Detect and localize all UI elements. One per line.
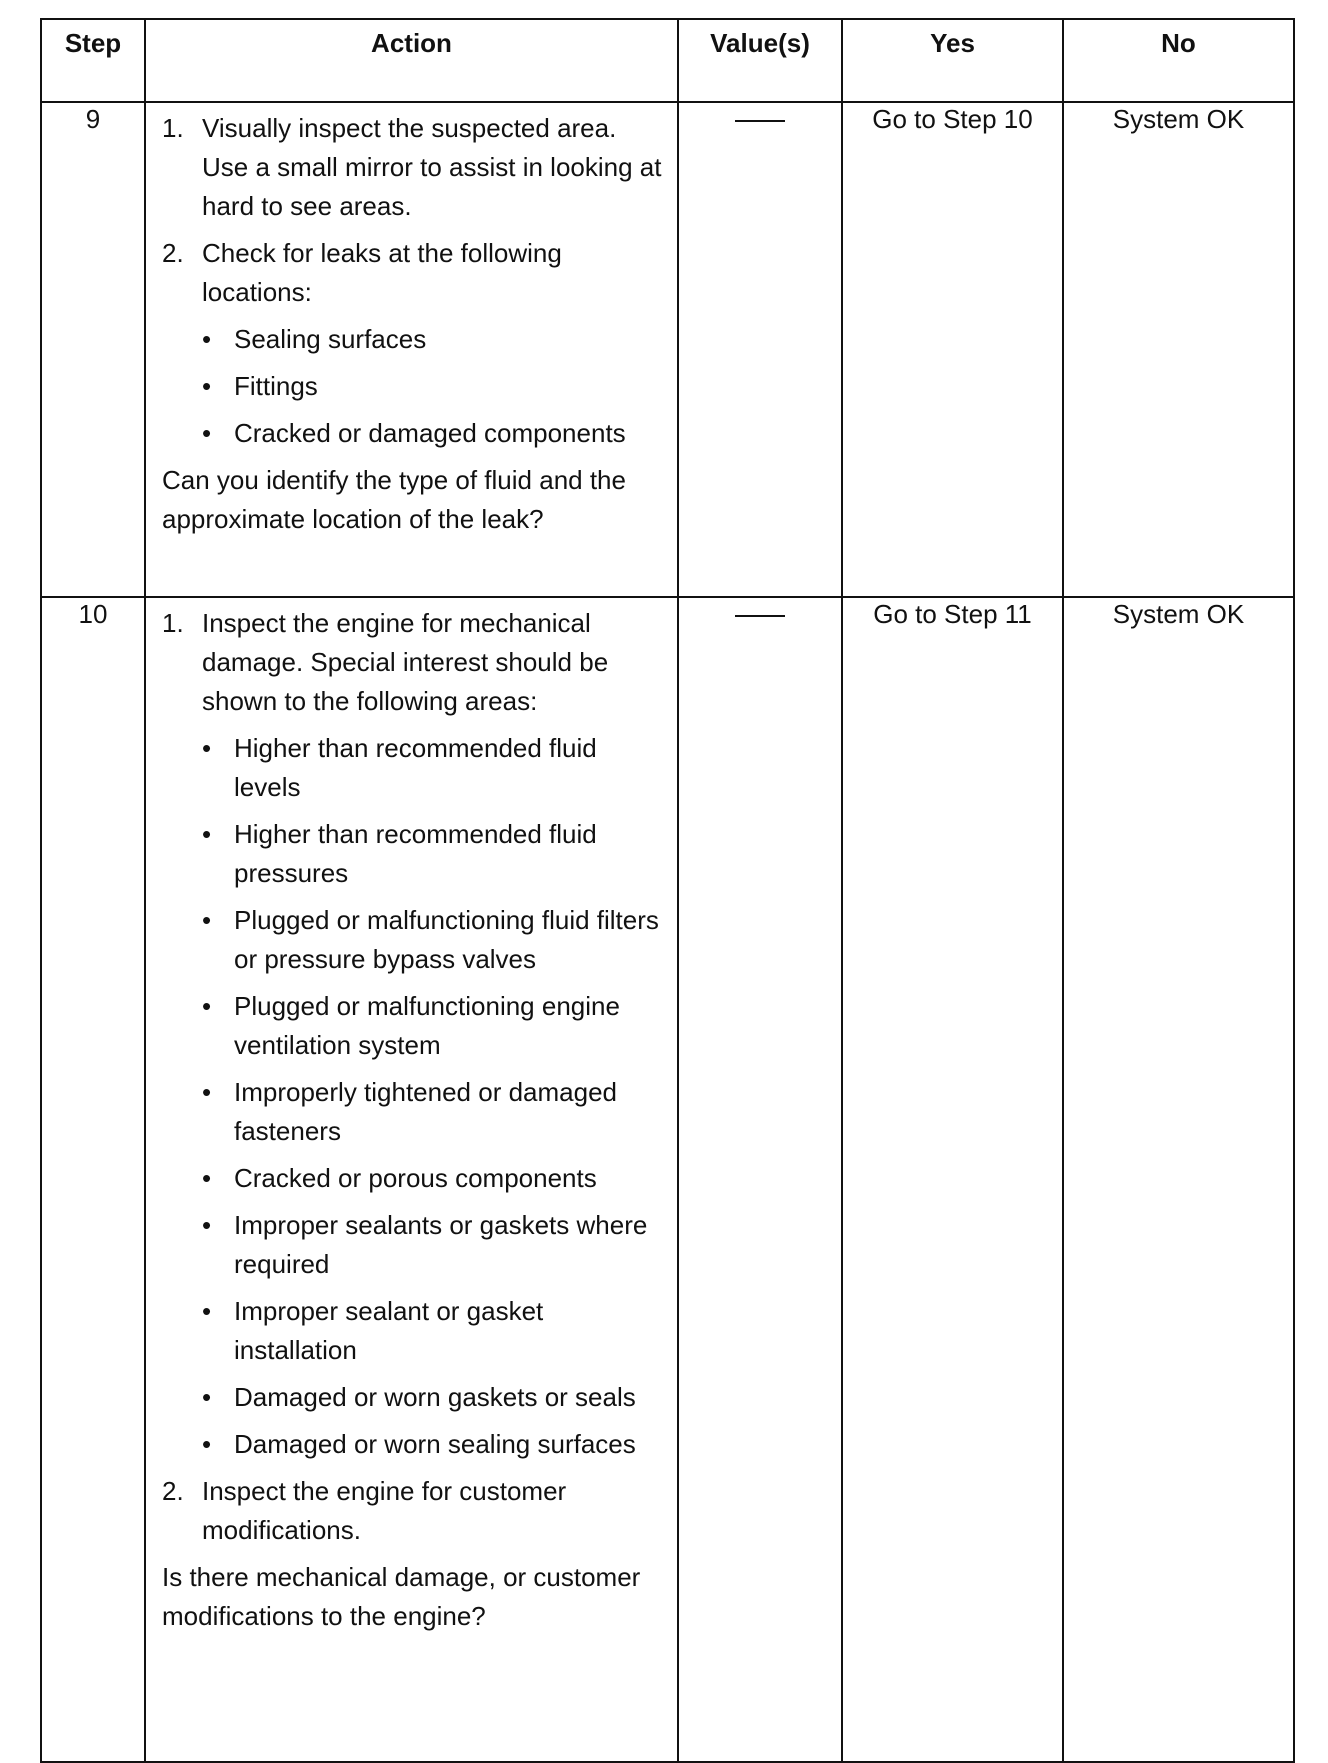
list-item: • Damaged or worn sealing surfaces xyxy=(202,1429,636,1459)
header-yes: Yes xyxy=(842,19,1063,102)
action-item: 1. Inspect the engine for mechanical damage. Special interest should be shown to the following areas: xyxy=(162,608,609,716)
list-item: • Improperly tightened or damaged fasteners xyxy=(202,1077,618,1146)
table-row xyxy=(41,102,1294,597)
action-item: 2. Check for leaks at the following locations: xyxy=(162,238,562,307)
header-row xyxy=(41,19,1294,102)
bullet-list xyxy=(162,729,663,1464)
list-item: • Plugged or malfunctioning engine ventilation system xyxy=(202,991,620,1060)
action-question: Is there mechanical damage, or customer modifications to the engine? xyxy=(162,1562,641,1631)
step-number: 10 xyxy=(41,597,145,1762)
action-cell xyxy=(145,102,678,597)
yes-cell: Go to Step 10 xyxy=(842,102,1063,597)
table-row xyxy=(41,597,1294,1762)
action-item: 1. Visually inspect the suspected area. Use a small mirror to assist in looking at hard to see areas. xyxy=(162,113,662,221)
list-item: • Plugged or malfunctioning fluid filters or pressure bypass valves xyxy=(202,905,659,974)
header-action: Action xyxy=(145,19,678,102)
step-number: 9 xyxy=(41,102,145,597)
list-item: • Damaged or worn gaskets or seals xyxy=(202,1382,636,1412)
list-item: • Cracked or porous components xyxy=(202,1163,597,1193)
action-cell xyxy=(145,597,678,1762)
value-cell xyxy=(678,597,842,1762)
dash-mark xyxy=(735,615,785,617)
list-item: • Sealing surfaces xyxy=(202,324,427,354)
yes-cell: Go to Step 11 xyxy=(842,597,1063,1762)
no-cell: System OK xyxy=(1063,102,1294,597)
list-item: • Fittings xyxy=(202,371,318,401)
list-item: • Higher than recommended fluid levels xyxy=(202,733,597,802)
no-cell: System OK xyxy=(1063,597,1294,1762)
header-step: Step xyxy=(41,19,145,102)
header-no: No xyxy=(1063,19,1294,102)
action-question: Can you identify the type of fluid and the approximate location of the leak? xyxy=(162,465,626,534)
list-item: • Improper sealant or gasket installation xyxy=(202,1296,544,1365)
action-item: 2. Inspect the engine for customer modifications. xyxy=(162,1476,567,1545)
diagnostic-table xyxy=(40,18,1295,1763)
dash-mark xyxy=(735,120,785,122)
list-item: • Higher than recommended fluid pressures xyxy=(202,819,597,888)
header-values: Value(s) xyxy=(678,19,842,102)
value-cell xyxy=(678,102,842,597)
list-item: • Improper sealants or gaskets where required xyxy=(202,1210,648,1279)
list-item: • Cracked or damaged components xyxy=(202,418,626,448)
bullet-list xyxy=(162,320,663,453)
